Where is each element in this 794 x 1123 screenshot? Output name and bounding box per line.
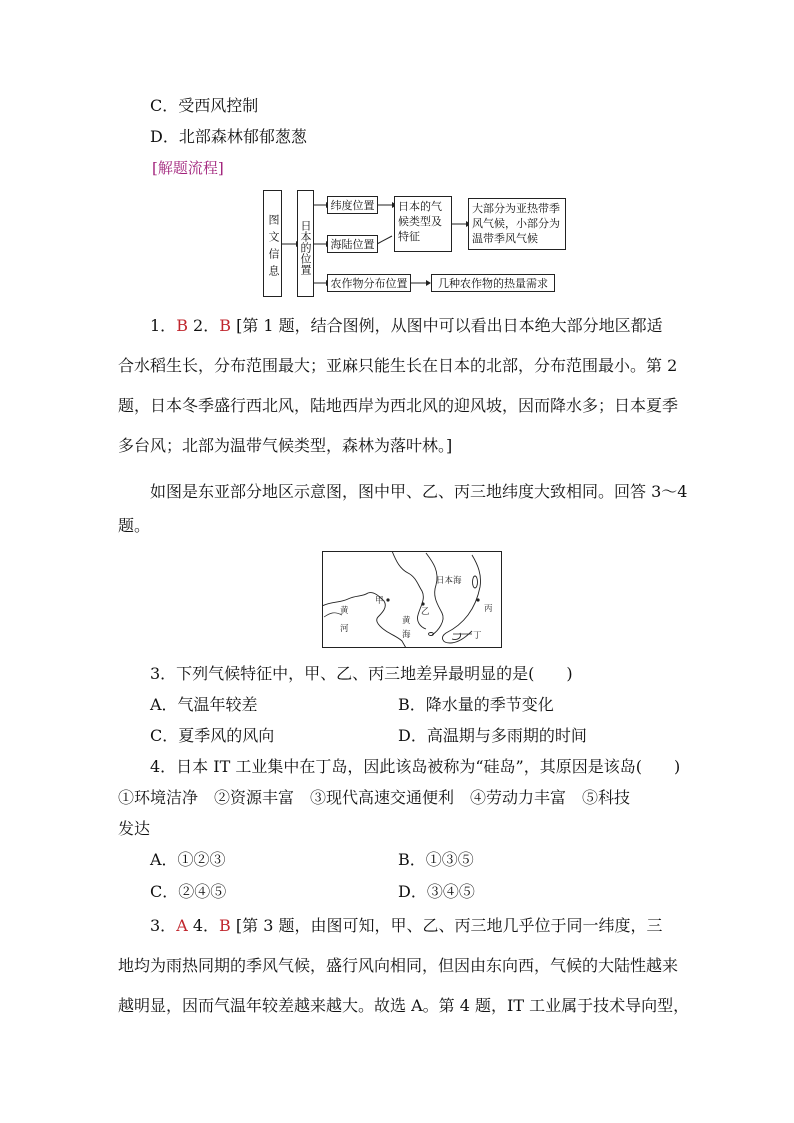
label-bing: 丙 [484, 604, 493, 614]
answer-label: 3． [150, 916, 177, 935]
q4-option-a[interactable]: A．①②③ [150, 850, 226, 869]
q4-option-d[interactable]: D．③④⑤ [398, 882, 475, 901]
flow-box-result: 大部分为亚热带季风气候，小部分为温带季风气候 [468, 198, 566, 250]
q3-option-d[interactable]: D．高温期与多雨期的时间 [398, 726, 587, 745]
explanation-line: 越明显，因而气温年较差越来越大。故选 A。第 4 题，IT 工业属于技术导向型， [118, 996, 690, 1015]
flow-box-position: 日本的位置 [297, 190, 314, 297]
q4-option-b[interactable]: B．①③⑤ [398, 850, 474, 869]
east-asia-map [322, 551, 502, 648]
answer-value: B [219, 916, 231, 935]
flow-title: [解题流程] [152, 159, 224, 177]
explanation-text: [第 3 题，由图可知，甲、乙、丙三地几乎位于同一纬度，三 [230, 916, 663, 935]
option-c-prev: C．受西风控制 [150, 96, 259, 115]
label-huanghe-2: 河 [340, 624, 349, 634]
flow-box-info: 图文信息 [263, 190, 282, 297]
answer-1-2 [150, 316, 663, 336]
option-d-prev: D．北部森林郁郁葱葱 [150, 127, 307, 146]
q4-option-c[interactable]: C．②④⑤ [150, 882, 227, 901]
label-huanghai-1: 黄 [402, 616, 411, 626]
label-ding: 丁 [473, 631, 482, 641]
answer-value: B [176, 316, 188, 335]
label-huanghai-2: 海 [402, 630, 411, 640]
q3-option-c[interactable]: C．夏季风的风向 [150, 726, 275, 745]
q3-option-a[interactable]: A．气温年较差 [150, 695, 258, 714]
flow-box-heat: 几种农作物的热量需求 [431, 274, 555, 292]
label-huanghe-1: 黄 [340, 606, 349, 616]
answer-value: A [176, 916, 188, 935]
label-jia: 甲 [375, 596, 384, 606]
flow-box-latitude: 纬度位置 [327, 196, 378, 214]
explanation-line: 多台风；北部为温带气候类型，森林为落叶林。] [118, 436, 453, 455]
label-sea-of-japan: 日本海 [436, 576, 462, 586]
explanation-line: 合水稻生长，分布范围最大；亚麻只能生长在日本的北部，分布范围最小。第 2 [118, 356, 678, 375]
q4-items-cont: 发达 [118, 819, 151, 838]
flow-box-land-sea: 海陆位置 [327, 235, 378, 253]
flow-box-climate: 日本的气候类型及特征 [394, 196, 452, 252]
flow-box-crop: 农作物分布位置 [327, 274, 411, 292]
q4-items: ①环境洁净 ②资源丰富 ③现代高速交通便利 ④劳动力丰富 ⑤科技 [118, 788, 631, 807]
question-4: 4．日本 IT 工业集中在丁岛，因此该岛被称为“硅岛”，其原因是该岛( ) [150, 757, 681, 776]
explanation-line: 地均为雨热同期的季风气候，盛行风向相同，但因由东向西，气候的大陆性越来 [118, 956, 679, 975]
label-yi: 乙 [421, 607, 430, 617]
answer-label: 1． [150, 316, 177, 335]
answer-label: 2． [187, 316, 220, 335]
answer-value: B [219, 316, 231, 335]
explanation-line: 题，日本冬季盛行西北风，陆地西岸为西北风的迎风坡，因而降水多；日本夏季 [118, 396, 679, 415]
q3-option-b[interactable]: B．降水量的季节变化 [398, 695, 554, 714]
answer-3-4 [150, 916, 662, 936]
question-intro-cont: 题。 [118, 516, 151, 535]
explanation-text: [第 1 题，结合图例，从图中可以看出日本绝大部分地区都适 [231, 316, 663, 335]
answer-label: 4． [187, 916, 220, 935]
question-intro: 如图是东亚部分地区示意图，图中甲、乙、丙三地纬度大致相同。回答 3～4 [150, 482, 688, 501]
question-3: 3．下列气候特征中，甲、乙、丙三地差异最明显的是( ) [150, 664, 573, 683]
